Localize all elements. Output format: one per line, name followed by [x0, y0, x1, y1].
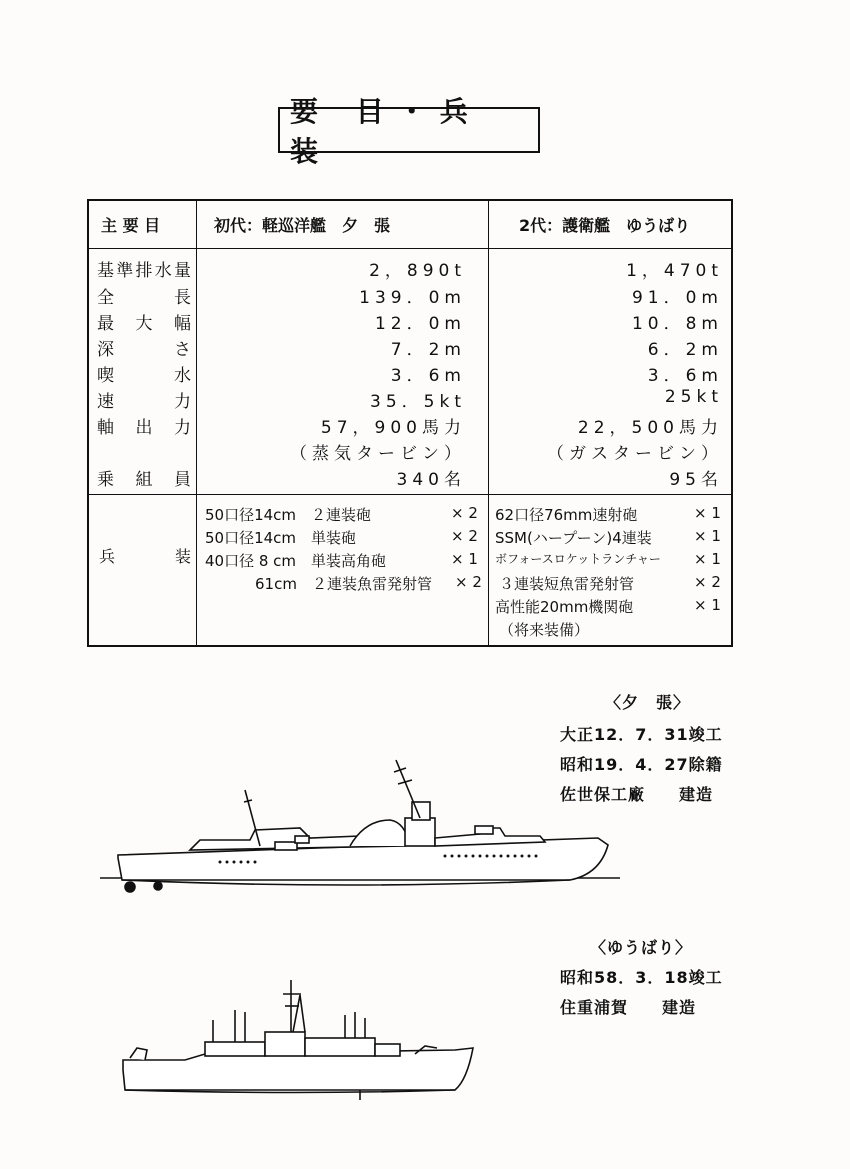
spec-value-ship2: 95名 — [669, 470, 723, 490]
spec-value-ship2: （ガスタービン） — [547, 444, 723, 464]
spec-label-char: 力 — [174, 418, 191, 438]
spec-label-char: 軸 — [97, 418, 114, 438]
ship1-line: 大正12．7．31竣工 — [560, 725, 723, 744]
spec-label-char: 基 — [97, 261, 114, 281]
page-footer-mark — [48, 1130, 58, 1145]
spec-value-ship2: 1，470t — [626, 261, 723, 281]
spec-label-char: 排 — [135, 261, 153, 281]
armament-count: × 1 — [694, 504, 721, 522]
spec-label-char: 量 — [174, 261, 191, 281]
ship1-line: 佐世保工廠 建造 — [560, 785, 714, 804]
armament-count: × 1 — [694, 550, 721, 568]
row-divider — [89, 494, 731, 495]
spec-value-ship2: 25kt — [664, 387, 723, 407]
armament-item: 高性能20mm機関砲 — [495, 598, 634, 616]
spec-label-char: 力 — [174, 392, 191, 412]
armament-item: 62口径76mm速射砲 — [495, 506, 638, 524]
yubari-cruiser-illustration — [100, 750, 620, 900]
armament-item: ボフォースロケットランチャー — [495, 552, 661, 566]
armament-count: × 1 — [451, 550, 478, 568]
spec-label — [97, 361, 191, 386]
ship2-line: 住重浦賀 建造 — [560, 998, 697, 1017]
armament-label-char: 装 — [174, 547, 191, 566]
page-title: 要 目・兵 装 — [278, 107, 540, 153]
armament-count: × 2 — [451, 527, 478, 545]
header-ship1: 初代：軽巡洋艦 夕 張 — [214, 216, 391, 235]
spec-value-ship1: 340名 — [396, 470, 466, 490]
header-main-items — [101, 201, 191, 248]
spec-label-char: 長 — [174, 288, 191, 308]
spec-label-char: さ — [174, 340, 191, 360]
spec-label — [97, 387, 191, 412]
spec-label-char: 幅 — [174, 314, 191, 334]
spec-label-char: 水 — [174, 366, 191, 386]
spec-label-char: 喫 — [97, 366, 114, 386]
spec-value-ship1: （蒸気タービン） — [290, 444, 466, 464]
spec-value-ship2: 10．8m — [631, 314, 723, 334]
header-ship2: 2代：護衛艦 ゆうばり — [519, 216, 691, 235]
yubari-escort-illustration — [115, 970, 480, 1110]
ship2-line: 昭和58．3．18竣工 — [560, 968, 723, 987]
armament-count: × 1 — [694, 596, 721, 614]
armament-item: 50口径14cm 単装砲 — [205, 529, 357, 547]
armament-item: 40口径 8 cm 単装高角砲 — [205, 552, 387, 570]
spec-label-char: 全 — [97, 288, 114, 308]
ship1-name: 〈夕 張〉 — [605, 693, 691, 712]
ship1-line: 昭和19．4．27除籍 — [560, 755, 723, 774]
spec-label-char: 大 — [135, 314, 153, 334]
spec-value-ship1: 3．6m — [390, 366, 466, 386]
spec-label-char: 出 — [135, 418, 153, 438]
spec-label-char: 最 — [97, 314, 114, 334]
armament-count: × 2 — [455, 573, 482, 591]
spec-value-ship2: 6．2m — [647, 340, 723, 360]
spec-value-ship1: 35．5kt — [370, 392, 466, 412]
armament-count: × 2 — [451, 504, 478, 522]
spec-value-ship2: 91．0m — [631, 288, 723, 308]
row-divider — [89, 248, 731, 249]
armament-item: 50口径14cm ２連装砲 — [205, 506, 372, 524]
spec-label — [97, 309, 191, 334]
spec-label-char: 員 — [174, 470, 191, 490]
spec-label — [97, 413, 191, 438]
armament-count: × 2 — [694, 573, 721, 591]
ship2-name: 〈ゆうばり〉 — [590, 938, 693, 957]
armament-item: SSM(ハープーン)4連装 — [495, 529, 652, 547]
spec-value-ship1: 139．0m — [359, 288, 466, 308]
spec-label-char: 準 — [116, 261, 134, 281]
spec-label-char: 乗 — [97, 470, 114, 490]
col-divider — [196, 201, 197, 645]
armament-label — [99, 544, 191, 567]
col-divider — [488, 201, 489, 645]
spec-value-ship2: 3．6m — [647, 366, 723, 386]
spec-label — [97, 465, 191, 490]
header-main-items-label: 主 要 目 — [101, 216, 161, 235]
armament-label-char: 兵 — [99, 547, 116, 566]
spec-table — [87, 199, 733, 647]
armament-item: 61cm ２連装魚雷発射管 — [255, 575, 432, 593]
spec-value-ship1: 2，890t — [369, 261, 466, 281]
spec-value-ship1: 57，900馬力 — [320, 418, 466, 438]
armament-item: （将来装備） — [499, 621, 590, 639]
spec-label-char: 組 — [135, 470, 153, 490]
spec-label-char: 深 — [97, 340, 114, 360]
spec-value-ship1: 7．2m — [390, 340, 466, 360]
spec-value-ship2: 22，500馬力 — [577, 418, 723, 438]
armament-item: ３連装短魚雷発射管 — [499, 575, 635, 593]
spec-label — [97, 256, 191, 281]
spec-label — [97, 335, 191, 360]
armament-count: × 1 — [694, 527, 721, 545]
spec-label — [97, 283, 191, 308]
spec-label-char: 水 — [154, 261, 172, 281]
spec-label-char: 速 — [97, 392, 114, 412]
spec-value-ship1: 12．0m — [374, 314, 466, 334]
